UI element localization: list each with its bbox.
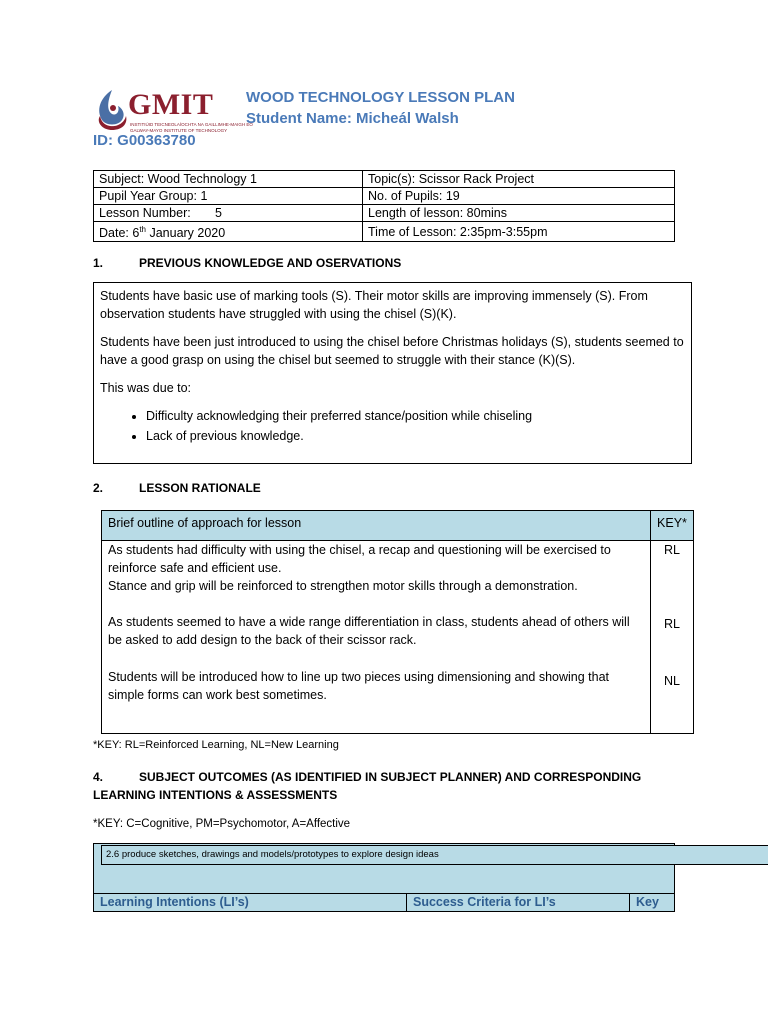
key-value: RL bbox=[664, 543, 680, 557]
section-title: SUBJECT OUTCOMES (AS IDENTIFIED IN SUBJECT PLANNER) AND CORRESPONDING bbox=[139, 770, 642, 784]
section-4-heading bbox=[93, 768, 641, 804]
list-item: • Lack of previous knowledge. bbox=[146, 427, 685, 445]
gmit-flame-icon bbox=[92, 86, 132, 132]
key-value: RL bbox=[664, 617, 680, 631]
li-header: Learning Intentions (LI’s) bbox=[94, 894, 407, 912]
success-criteria-header: Success Criteria for LI’s bbox=[407, 894, 630, 912]
logo-subtitle-english: GALWAY-MAYO INSTITUTE OF TECHNOLOGY bbox=[130, 128, 228, 133]
table-row bbox=[94, 222, 675, 242]
logo-subtitle-irish: INSTITIÚID TEICNEOLAÍOCHTA NA GAILLIMHE-MAIGH EO bbox=[130, 122, 253, 127]
list-item: • Difficulty acknowledging their preferred stance/position while chiseling bbox=[146, 407, 685, 425]
rationale-key-note: *KEY: RL=Reinforced Learning, NL=New Learning bbox=[93, 739, 339, 751]
gmit-logo bbox=[92, 86, 253, 134]
learning-intentions-table bbox=[93, 893, 675, 912]
section-title: LESSON RATIONALE bbox=[139, 481, 261, 495]
topic-cell: Topic(s): Scissor Rack Project bbox=[363, 171, 675, 188]
date-superscript: th bbox=[139, 225, 146, 234]
paragraph: This was due to: bbox=[100, 381, 192, 395]
table-header-row bbox=[102, 511, 694, 541]
outcomes-key-note: *KEY: C=Cognitive, PM=Psychomotor, A=Affective bbox=[93, 818, 351, 830]
table-row bbox=[102, 541, 694, 734]
outline-cell bbox=[102, 541, 651, 734]
date-cell bbox=[94, 222, 363, 242]
rationale-text: Students will be introduced how to line up two pieces using dimensioning and showing that simple forms can work best sometimes. bbox=[108, 670, 610, 702]
section-number: 4. bbox=[93, 770, 104, 784]
student-id: ID: G00363780 bbox=[93, 132, 196, 149]
subject-cell: Subject: Wood Technology 1 bbox=[94, 171, 363, 188]
section-title-line-2: LEARNING INTENTIONS & ASSESSMENTS bbox=[93, 788, 338, 802]
lesson-info-table bbox=[93, 170, 675, 242]
rationale-item bbox=[108, 541, 644, 595]
subject-outcome: 2.6 produce sketches, drawings and models/prototypes to explore design ideas bbox=[101, 845, 768, 865]
section-number: 2. bbox=[93, 481, 104, 495]
lesson-number-cell: Lesson Number: 5 bbox=[94, 205, 363, 222]
key-value: NL bbox=[664, 674, 680, 688]
table-row bbox=[94, 188, 675, 205]
year-group-cell: Pupil Year Group: 1 bbox=[94, 188, 363, 205]
table-row bbox=[94, 171, 675, 188]
table-row bbox=[94, 205, 675, 222]
key-header: KEY* bbox=[651, 511, 694, 541]
pupils-cell: No. of Pupils: 19 bbox=[363, 188, 675, 205]
rationale-item bbox=[108, 668, 644, 704]
rationale-text: As students had difficulty with using the chisel, a recap and questioning will be exercised to reinforce safe and efficient use. bbox=[108, 543, 611, 575]
table-header-row bbox=[94, 894, 675, 912]
previous-knowledge-box bbox=[93, 282, 692, 464]
key-cell bbox=[651, 541, 694, 734]
date-label: Date: 6 bbox=[99, 226, 140, 241]
rationale-text: Stance and grip will be reinforced to strengthen motor skills through a demonstration. bbox=[108, 579, 578, 593]
section-title: PREVIOUS KNOWLEDGE AND OSERVATIONS bbox=[139, 256, 402, 270]
length-cell: Length of lesson: 80mins bbox=[363, 205, 675, 222]
page-title: WOOD TECHNOLOGY LESSON PLAN bbox=[246, 89, 515, 106]
rationale-item bbox=[108, 613, 644, 649]
time-cell: Time of Lesson: 2:35pm-3:55pm bbox=[363, 222, 675, 242]
logo-wordmark: GMIT bbox=[128, 88, 214, 121]
section-number: 1. bbox=[93, 256, 104, 270]
rationale-text: As students seemed to have a wide range differentiation in class, students ahead of others will be asked to add design to the back of their scissor rack. bbox=[108, 615, 630, 647]
section-1-heading bbox=[93, 256, 401, 270]
date-rest: January 2020 bbox=[145, 226, 226, 241]
section-2-heading bbox=[93, 481, 261, 495]
paragraph: Students have been just introduced to using the chisel before Christmas holidays (S), students seemed to have a good grasp on using the chisel but seemed to struggle with their stance (K)(S). bbox=[100, 335, 684, 367]
student-name: Student Name: Micheál Walsh bbox=[246, 110, 459, 127]
lesson-rationale-table bbox=[101, 510, 694, 734]
key-header: Key bbox=[630, 894, 675, 912]
bullet-list bbox=[100, 407, 685, 445]
outline-header: Brief outline of approach for lesson bbox=[102, 511, 651, 541]
paragraph: Students have basic use of marking tools (S). Their motor skills are improving immensely (S). From observation students have struggled with using the chisel (S)(K). bbox=[100, 289, 648, 321]
